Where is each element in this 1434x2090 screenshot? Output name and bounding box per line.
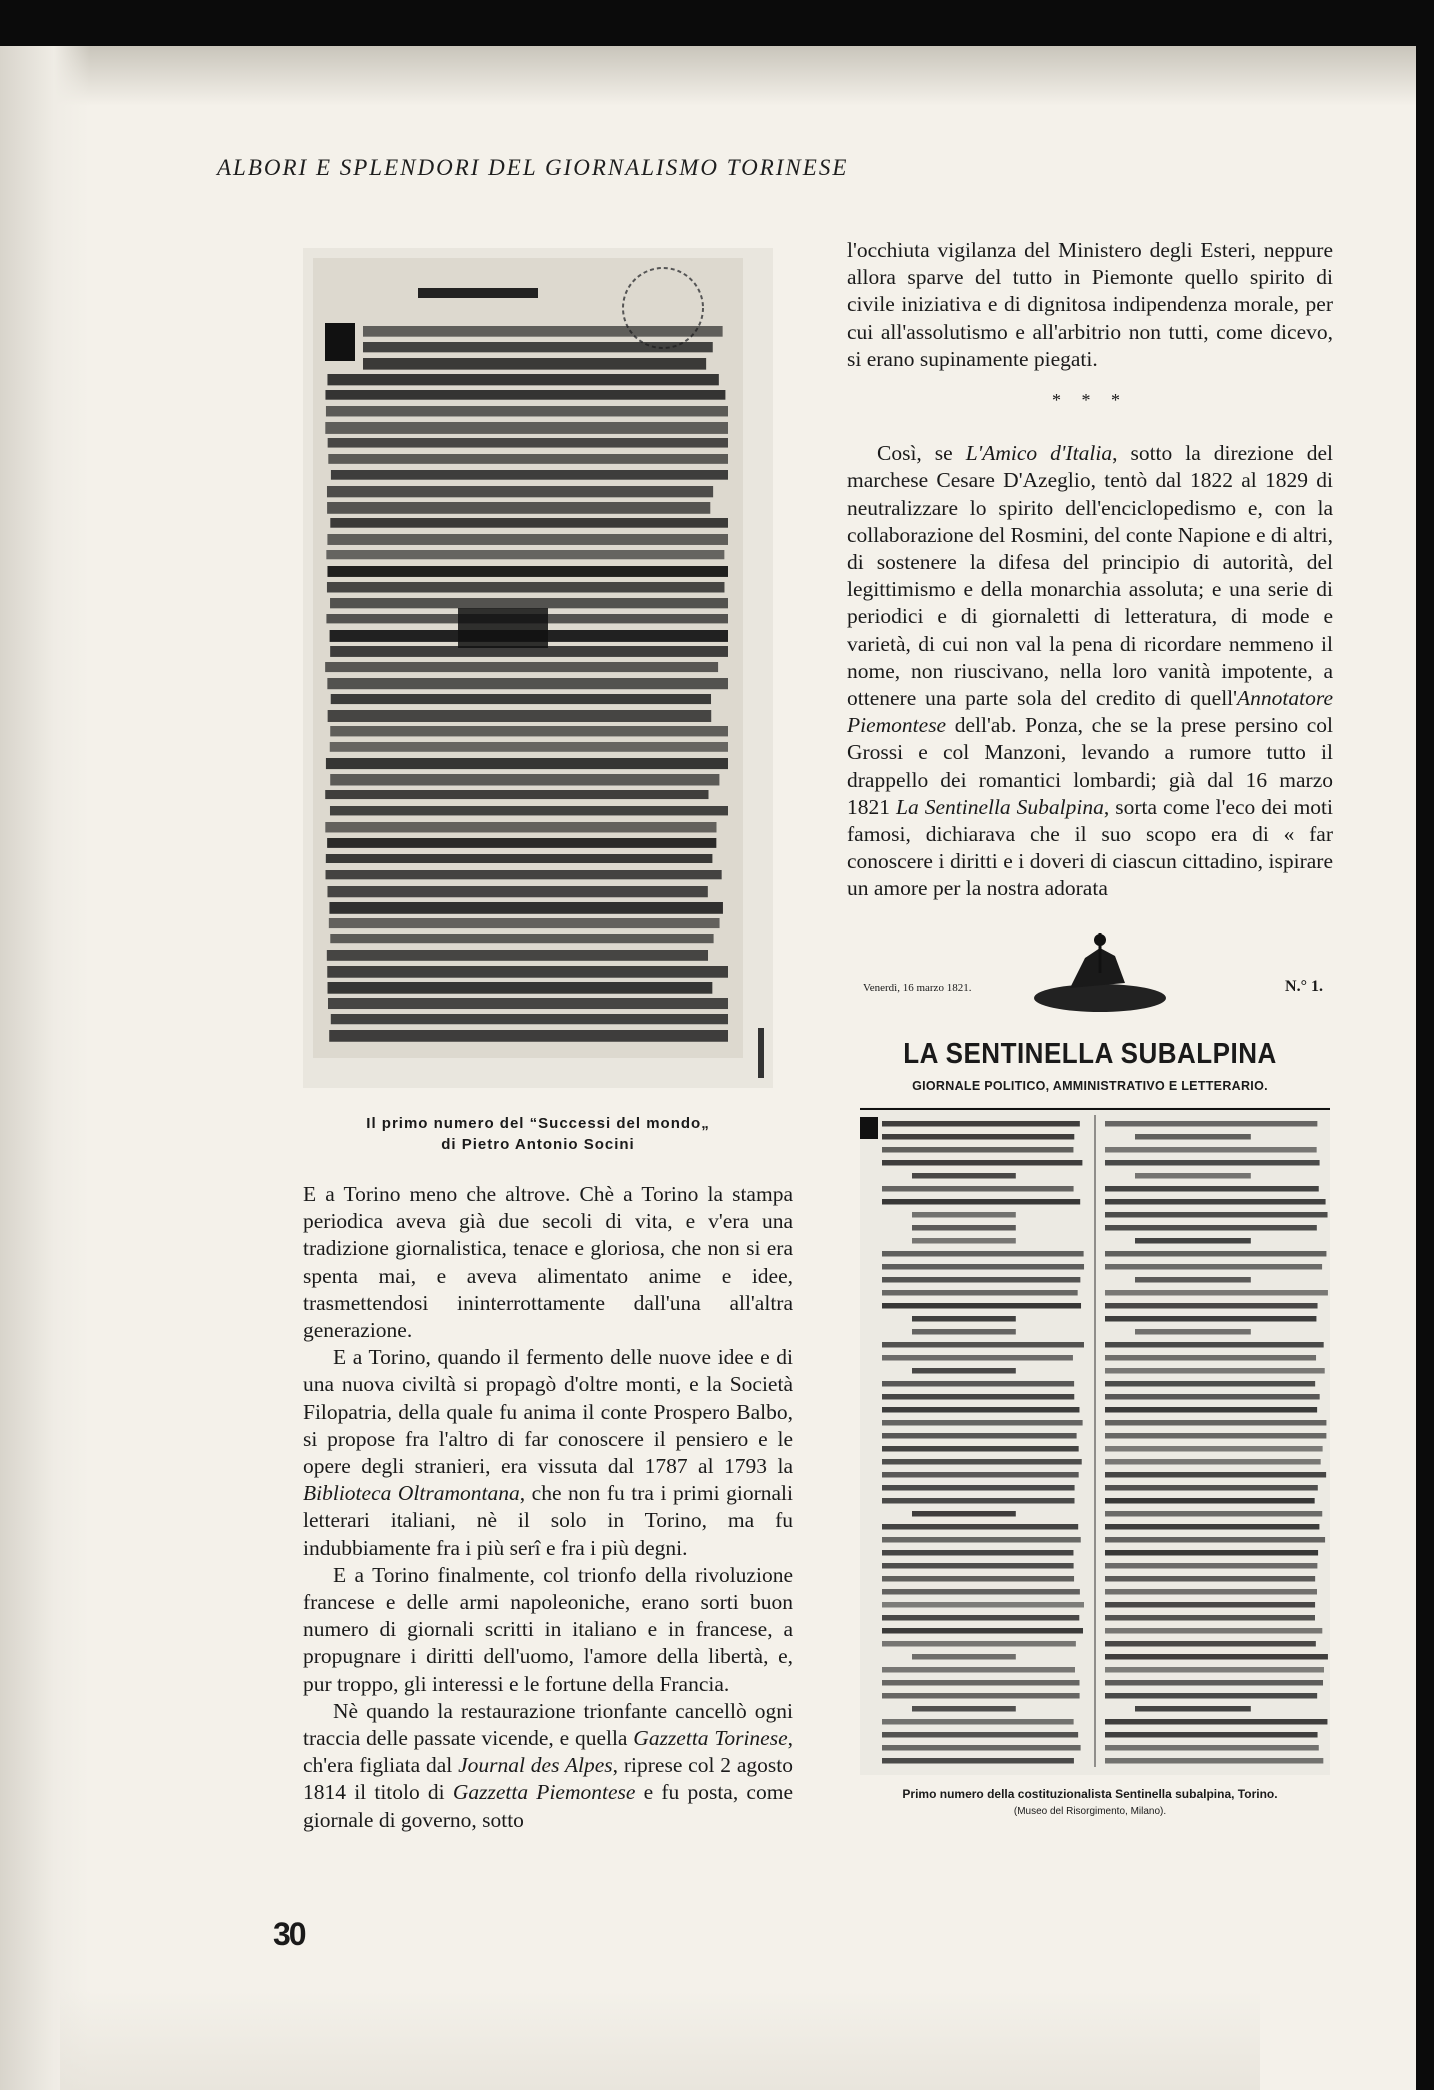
newspaper-line: [882, 1563, 1074, 1569]
newspaper-date: Venerdì, 16 marzo 1821.: [863, 982, 972, 994]
newspaper-line: [1105, 1719, 1327, 1725]
left-p4-text-c: , riprese col 2 agosto 1814 il titolo di: [303, 1753, 793, 1805]
newspaper-line: [1105, 1732, 1318, 1738]
facsimile-line: [331, 470, 728, 480]
facsimile-line: [329, 1030, 728, 1042]
newspaper-line: [882, 1433, 1077, 1439]
newspaper-caption-line-1: Primo numero della costituzionalista Sentinella subalpina, Torino.: [902, 1787, 1278, 1801]
left-caption-line-2: di Pietro Antonio Socini: [441, 1136, 635, 1153]
newspaper-line: [1135, 1134, 1251, 1140]
facsimile-successi-del-mondo: [303, 248, 773, 1088]
newspaper-line: [1105, 1342, 1324, 1348]
newspaper-line: [1105, 1420, 1326, 1426]
newspaper-line: [882, 1264, 1084, 1270]
newspaper-body: [860, 1107, 1330, 1775]
newspaper-line: [882, 1160, 1082, 1166]
newspaper-line: [1105, 1160, 1320, 1166]
right-paragraph-1: l'occhiuta vigilanza del Ministero degli Esteri, neppure allora sparve del tutto in Piemonte quello spirito di civile iniziativa e di dignitosa indipendenza morale, per cui all'assolutismo e all'arbitrio non tutti, come dicevo, si erano supinamente piegati.: [847, 238, 1333, 371]
facsimile-line: [327, 886, 707, 897]
newspaper-line: [882, 1381, 1074, 1387]
newspaper-line: [1105, 1680, 1323, 1686]
scan-shadow-left: [0, 46, 90, 2090]
newspaper-line: [882, 1147, 1073, 1153]
facsimile-line: [326, 870, 722, 879]
newspaper-line: [882, 1485, 1075, 1491]
newspaper-line: [882, 1251, 1084, 1257]
newspaper-caption: [840, 1785, 1340, 1821]
facsimile-line: [328, 998, 728, 1009]
newspaper-line: [882, 1693, 1080, 1699]
left-p4-text-d: e fu posta, come giornale di governo, sotto: [303, 1780, 793, 1832]
newspaper-line: [912, 1238, 1016, 1244]
newspaper-line: [912, 1511, 1016, 1517]
right-p2-text-a: Così, se: [877, 441, 966, 466]
right-column-text: [847, 237, 1333, 903]
facsimile-line: [325, 422, 728, 434]
facsimile-line: [330, 742, 728, 752]
newspaper-line: [1105, 1550, 1318, 1556]
newspaper-line: [1135, 1173, 1251, 1179]
facsimile-line: [330, 934, 713, 943]
newspaper-line: [882, 1199, 1080, 1205]
newspaper-line: [1105, 1355, 1316, 1361]
running-head: ALBORI E SPLENDORI DEL GIORNALISMO TORINESE: [217, 155, 849, 180]
newspaper-line: [882, 1277, 1080, 1283]
right-p2-title-sentinella: La Sentinella Subalpina: [896, 794, 1104, 819]
facsimile-line: [363, 326, 723, 337]
left-caption-line-1: Il primo numero del “Successi del mondo„: [366, 1115, 710, 1132]
left-p4-title-gazzetta-piemontese: Gazzetta Piemontese: [452, 1780, 636, 1805]
newspaper-line: [882, 1446, 1079, 1452]
newspaper-line: [882, 1602, 1084, 1608]
left-paragraph-4: [303, 1698, 793, 1834]
newspaper-line: [882, 1355, 1073, 1361]
newspaper-line: [912, 1316, 1016, 1322]
newspaper-line: [1105, 1433, 1326, 1439]
left-p2-text-a: E a Torino, quando il fermento delle nuove idee e di una nuova civiltà si propagò d'oltre monti, e la Società Filopatria, della quale fu anima il conte Prospero Balbo, si propose fra l'altro di far conoscere il pensiero e le opere degli stranieri, era vissuta dal 1787 al 1793 la: [303, 1345, 793, 1479]
newspaper-line: [882, 1680, 1080, 1686]
facsimile-line: [325, 790, 708, 799]
facsimile-line: [363, 358, 706, 370]
facsimile-line: [328, 454, 728, 464]
right-p2-text-d: , sorta come l'eco dei moti famosi, dichiarava che il suo scopo era di « far conoscere i diritti e i doveri di ciascun cittadino, ispirare un amore per la nostra adorata: [847, 794, 1333, 901]
newspaper-line: [882, 1628, 1083, 1634]
sentinel-vignette-icon: [1030, 928, 1170, 1018]
left-figure-caption: [303, 1113, 773, 1155]
facsimile-line: [325, 390, 725, 400]
newspaper-line: [1105, 1225, 1317, 1231]
facsimile-line: [325, 662, 718, 672]
newspaper-line: [1135, 1329, 1251, 1335]
newspaper-line: [1105, 1628, 1322, 1634]
newspaper-line: [882, 1537, 1081, 1543]
left-p4-text-a: Nè quando la restaurazione trionfante cancellò ogni traccia delle passate vicende, e quella: [303, 1698, 793, 1751]
newspaper-line: [912, 1706, 1016, 1712]
facsimile-line: [327, 950, 708, 961]
right-p2-text-c: dell'ab. Ponza, che se la prese persino col Grossi e col Manzoni, levando a rumore tutto il drappello dei romantici lombardi; già dal 16 marzo 1821: [847, 713, 1333, 819]
newspaper-line: [1135, 1277, 1251, 1283]
left-p4-title-gazzetta-torinese: Gazzetta Torinese: [633, 1726, 788, 1751]
newspaper-line: [912, 1368, 1016, 1374]
newspaper-line: [1105, 1251, 1326, 1257]
newspaper-line: [1105, 1641, 1316, 1647]
newspaper-line: [1105, 1303, 1318, 1309]
facsimile-line: [327, 582, 725, 592]
left-paragraph-1: E a Torino meno che altrove. Chè a Torino la stampa periodica aveva già due secoli di vita, e v'era una tradizione giornalistica, tenace e gloriosa, che non si era spenta mai, e aveva alimentato anime e idee, trasmettendosi ininterrottamente dall'una all'altra generazione.: [303, 1182, 793, 1343]
facsimile-line: [327, 534, 728, 545]
facsimile-line: [326, 758, 728, 769]
left-paragraph-3: E a Torino finalmente, col trionfo della rivoluzione francese e delle armi napoleoniche, erano sorti buon numero di giornali scritti in italiano e in francese, a propugnare i diritti dell'uomo, l'amore della libertà, e, pur troppo, gli interessi e le fortune della Francia.: [303, 1562, 793, 1696]
newspaper-line: [1105, 1498, 1315, 1504]
newspaper-caption-line-2: (Museo del Risorgimento, Milano).: [1013, 1806, 1167, 1817]
newspaper-line: [1105, 1472, 1326, 1478]
newspaper-line: [882, 1407, 1079, 1413]
newspaper-line: [882, 1394, 1074, 1400]
right-p2-title-annotatore: Annotatore Piemontese: [847, 686, 1333, 738]
left-p2-title-biblioteca: Biblioteca Oltramontana: [303, 1481, 520, 1506]
newspaper-line: [1105, 1693, 1317, 1699]
facsimile-line: [330, 774, 719, 785]
newspaper-line: [882, 1459, 1082, 1465]
newspaper-subtitle: GIORNALE POLITICO, AMMINISTRATIVO E LETTERARIO.: [912, 1079, 1268, 1093]
newspaper-line: [912, 1173, 1016, 1179]
newspaper-line: [912, 1225, 1016, 1231]
newspaper-line: [882, 1498, 1075, 1504]
newspaper-line: [1105, 1563, 1317, 1569]
newspaper-line: [912, 1212, 1016, 1218]
newspaper-line: [1105, 1459, 1321, 1465]
newspaper-line: [882, 1121, 1080, 1127]
newspaper-line: [1105, 1667, 1324, 1673]
facsimile-line: [326, 406, 728, 416]
page-number: 30: [273, 1916, 305, 1952]
left-p4-title-journal-des-alpes: Journal des Alpes: [458, 1753, 613, 1778]
left-p4-text-b: , ch'era figliata dal: [303, 1726, 794, 1778]
newspaper-line: [882, 1420, 1083, 1426]
scan-shadow-top: [0, 46, 1416, 106]
scan-smudge: [60, 1990, 1260, 2090]
left-p2-text-b: , che non fu tra i primi giornali letterari italiani, nè il solo in Torino, ma fu indubbiamente fra i più serî e fra i più degni.: [303, 1481, 793, 1560]
newspaper-line: [882, 1745, 1081, 1751]
newspaper-line: [1105, 1407, 1317, 1413]
facsimile-text-lines: [325, 326, 728, 1042]
right-paragraph-2: [847, 440, 1333, 902]
newspaper-line: [1105, 1290, 1328, 1296]
newspaper-line: [1105, 1511, 1322, 1517]
facsimile-line: [330, 806, 728, 815]
right-p2-text-b: , sotto la direzione del marchese Cesare D'Azeglio, tentò dal 1822 al 1829 di neutralizzare lo spirito dell'enciclopedismo e, con la collaborazione del Rosmini, del conte Napione e di altri, di sostenere la difesa del principio di autorità, del legittimismo e della monarchia assoluta; e una serie di periodici e di giornaletti di letteratura, di mode e varietà, di cui non val la pena di ricordare nemmeno il nome, non riuscivano, nella loro vanità impotente, a ottenere una parte sola del credito di quell': [847, 441, 1333, 711]
newspaper-line: [1105, 1537, 1325, 1543]
facsimile-line: [325, 822, 716, 832]
newspaper-line: [1105, 1758, 1323, 1764]
newspaper-line: [1105, 1316, 1316, 1322]
facsimile-line: [327, 838, 716, 848]
newspaper-line: [882, 1550, 1073, 1556]
newspaper-line: [1105, 1576, 1315, 1582]
newspaper-line: [1105, 1199, 1326, 1205]
newspaper-line: [912, 1654, 1016, 1660]
newspaper-line: [1105, 1615, 1315, 1621]
facsimile-line: [326, 854, 713, 863]
newspaper-line: [882, 1472, 1079, 1478]
facsimile-line: [328, 710, 712, 722]
right-p2-title-amico: L'Amico d'Italia: [965, 441, 1113, 466]
facsimile-line: [327, 502, 710, 514]
newspaper-number: N.° 1.: [1285, 978, 1323, 995]
newspaper-line: [912, 1329, 1016, 1335]
facsimile-line: [330, 726, 728, 736]
newspaper-line: [882, 1303, 1081, 1309]
newspaper-line: [1135, 1238, 1251, 1244]
newspaper-line: [882, 1641, 1076, 1647]
facsimile-line: [329, 918, 720, 928]
newspaper-line: [1105, 1381, 1315, 1387]
facsimile-line: [327, 566, 728, 577]
facsimile-line: [331, 1014, 728, 1024]
facsimile-line: [329, 902, 723, 914]
facsimile-line: [328, 438, 728, 448]
facsimile-line: [331, 694, 711, 704]
scan-border-top: [0, 0, 1434, 46]
facsimile-line: [327, 486, 713, 497]
facsimile-line: [327, 966, 728, 978]
newspaper-line: [1105, 1524, 1319, 1530]
newspaper-line: [882, 1589, 1080, 1595]
newspaper-line: [1135, 1706, 1251, 1712]
newspaper-line: [1105, 1485, 1318, 1491]
facsimile-line: [327, 374, 718, 385]
left-paragraph-2: [303, 1344, 793, 1562]
newspaper-title: LA SENTINELLA SUBALPINA: [903, 1036, 1277, 1070]
newspaper-line: [882, 1719, 1074, 1725]
newspaper-line: [882, 1758, 1074, 1764]
newspaper-line: [1105, 1394, 1320, 1400]
newspaper-line: [882, 1342, 1084, 1348]
newspaper-line: [882, 1576, 1074, 1582]
newspaper-line: [882, 1186, 1074, 1192]
facsimile-line: [328, 982, 713, 994]
facsimile-line: [326, 550, 724, 559]
newspaper-line: [882, 1524, 1078, 1530]
newspaper-line: [882, 1134, 1074, 1140]
newspaper-line: [1105, 1368, 1325, 1374]
facsimile-line: [327, 678, 728, 689]
newspaper-line: [1105, 1186, 1319, 1192]
newspaper-line: [1105, 1121, 1317, 1127]
left-column-text: [303, 1181, 793, 1834]
newspaper-columns-image: [860, 1107, 1330, 1775]
newspaper-line: [882, 1667, 1075, 1673]
newspaper-line: [1105, 1589, 1317, 1595]
newspaper-line: [882, 1615, 1079, 1621]
facsimile-line: [330, 598, 728, 608]
newspaper-line: [1105, 1602, 1315, 1608]
section-stars: * * *: [1052, 390, 1128, 411]
scan-border-right: [1416, 0, 1434, 2090]
facsimile-image: [303, 248, 773, 1088]
facsimile-line: [363, 342, 713, 352]
newspaper-line: [1105, 1745, 1319, 1751]
facsimile-line: [330, 518, 728, 528]
newspaper-line: [1105, 1147, 1317, 1153]
newspaper-line: [1105, 1212, 1328, 1218]
newspaper-line: [1105, 1264, 1322, 1270]
newspaper-line: [1105, 1654, 1328, 1660]
newspaper-line: [1105, 1446, 1323, 1452]
newspaper-line: [882, 1732, 1078, 1738]
newspaper-line: [882, 1290, 1078, 1296]
